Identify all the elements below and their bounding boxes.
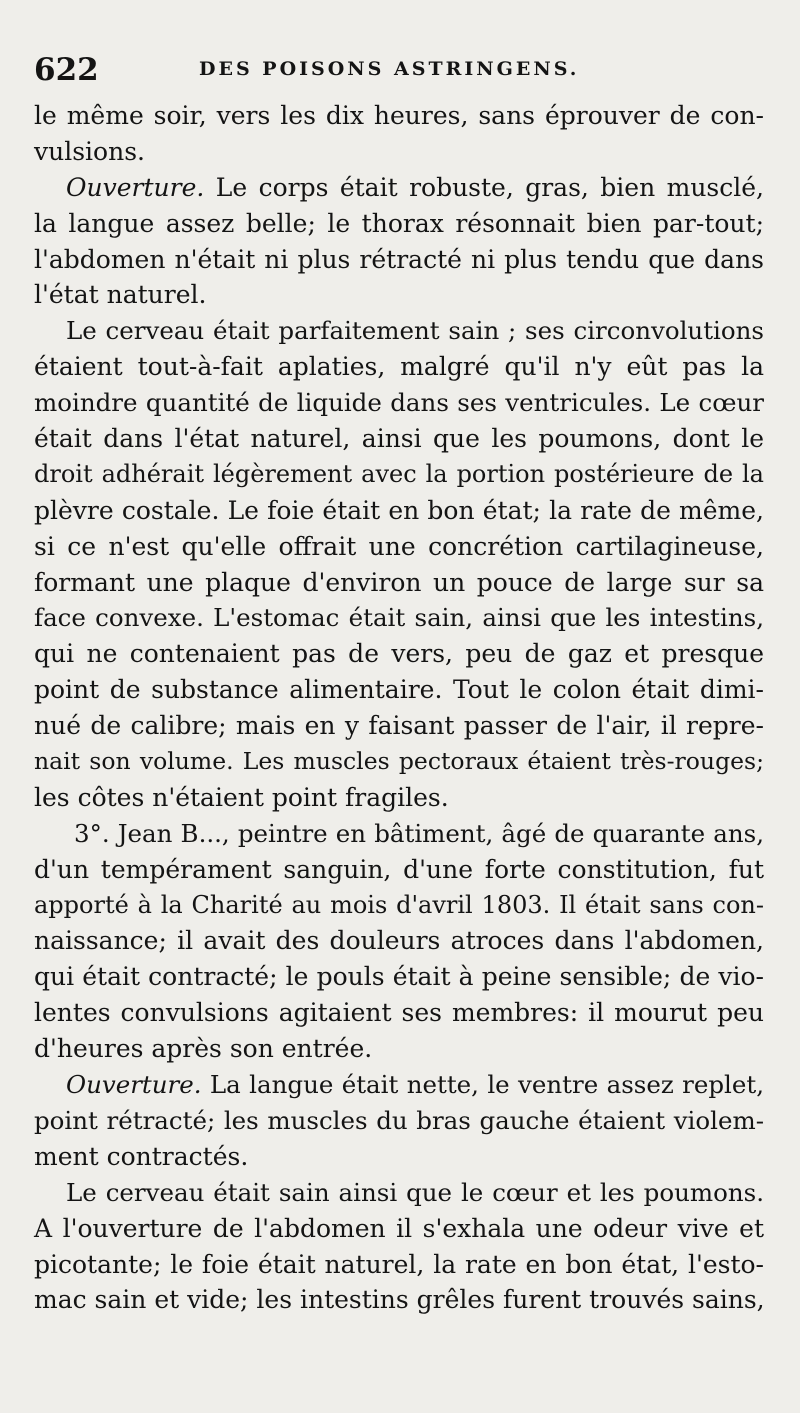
text-line (34, 995, 764, 1031)
text-line (34, 1282, 764, 1318)
section-heading-italic: Ouverture. (66, 1070, 202, 1100)
line-text: qui ne contenaient pas de vers, peu de gaz et presque (34, 639, 764, 669)
line-text: étaient tout-à-fait aplaties, malgré qu'il n'y eût pas la (34, 352, 764, 382)
line-text: droit adhérait légèrement avec la portion postérieure de la (34, 459, 764, 488)
body-text (34, 98, 764, 1318)
text-line (34, 98, 764, 134)
text-line (34, 493, 764, 529)
text-line (34, 349, 764, 385)
text-line (34, 636, 764, 672)
line-text: d'un tempérament sanguin, d'une forte constitution, fut (34, 854, 764, 884)
line-text: l'état naturel. (34, 280, 207, 310)
line-text: apporté à la Charité au mois d'avril 1803. Il était sans con- (34, 890, 764, 919)
text-line (34, 780, 764, 816)
line-text: qui était contracté; le pouls était à peine sensible; de vio- (34, 962, 764, 992)
line-text: ment contractés. (34, 1141, 249, 1171)
line-text: Le cerveau était parfaitement sain ; ses circonvolutions (66, 316, 764, 346)
text-line (34, 170, 764, 206)
line-text: A l'ouverture de l'abdomen il s'exhala une odeur vive et (34, 1213, 764, 1243)
line-text: nué de calibre; mais en y faisant passer de l'air, il repre- (34, 711, 764, 741)
text-line (34, 708, 764, 744)
text-line (34, 672, 764, 708)
text-line (34, 1067, 764, 1103)
line-text: le même soir, vers les dix heures, sans éprouver de con- (34, 101, 764, 130)
text-line (34, 277, 764, 313)
text-line (34, 888, 764, 924)
page-number: 622 (34, 52, 99, 88)
running-title: DES POISONS ASTRINGENS. (199, 58, 580, 80)
text-line (34, 421, 764, 457)
line-text: plèvre costale. Le foie était en bon état; la rate de même, (34, 495, 764, 525)
line-text: La langue était nette, le ventre assez replet, (201, 1070, 764, 1100)
line-text: formant une plaque d'environ un pouce de large sur sa (34, 567, 764, 597)
line-text: vulsions. (34, 136, 145, 166)
line-text: d'heures après son entrée. (34, 1034, 373, 1064)
line-text: point de substance alimentaire. Tout le colon était dimi- (34, 675, 764, 705)
line-text: si ce n'est qu'elle offrait une concrétion cartilagineuse, (34, 531, 764, 561)
text-line (34, 1211, 764, 1247)
line-text: Le corps était robuste, gras, bien musclé, (204, 172, 764, 202)
text-line (34, 1031, 764, 1067)
text-line (34, 1175, 764, 1211)
text-line (34, 1103, 764, 1139)
text-line (34, 385, 764, 421)
text-line (34, 852, 764, 888)
line-text: la langue assez belle; le thorax résonnait bien par-tout; (34, 208, 764, 238)
line-text: naissance; il avait des douleurs atroces dans l'abdomen, (34, 926, 764, 956)
text-line (34, 529, 764, 565)
page-header (34, 52, 764, 96)
line-text: moindre quantité de liquide dans ses ventricules. Le cœur (34, 388, 764, 418)
line-text: lentes convulsions agitaient ses membres: il mourut peu (34, 998, 764, 1028)
text-line (34, 313, 764, 349)
text-line (34, 565, 764, 601)
text-line (34, 1139, 764, 1175)
text-line (34, 744, 764, 780)
section-heading-italic: Ouverture. (66, 172, 205, 202)
line-text: face convexe. L'estomac était sain, ainsi que les intestins, (34, 603, 764, 633)
line-text: picotante; le foie était naturel, la rate en bon état, l'esto- (34, 1249, 764, 1279)
line-text: point rétracté; les muscles du bras gauche étaient violem- (34, 1105, 764, 1135)
text-line (34, 923, 764, 959)
line-text: était dans l'état naturel, ainsi que les poumons, dont le (34, 424, 764, 454)
text-line (34, 242, 764, 278)
text-line (34, 600, 764, 636)
text-line (34, 206, 764, 242)
line-text: les côtes n'étaient point fragiles. (34, 782, 449, 812)
line-text: 3°. Jean B..., peintre en bâtiment, âgé de quarante ans, (74, 818, 764, 848)
text-line (34, 457, 764, 493)
text-line (34, 134, 764, 170)
text-line (34, 959, 764, 995)
line-text: nait son volume. Les muscles pectoraux étaient très-rouges; (34, 747, 764, 776)
line-text: l'abdomen n'était ni plus rétracté ni plus tendu que dans (34, 244, 764, 274)
line-text: Le cerveau était sain ainsi que le cœur et les poumons. (66, 1177, 764, 1207)
text-line (34, 1247, 764, 1283)
text-line (34, 816, 764, 852)
line-text: mac sain et vide; les intestins grêles furent trouvés sains, (34, 1285, 765, 1315)
